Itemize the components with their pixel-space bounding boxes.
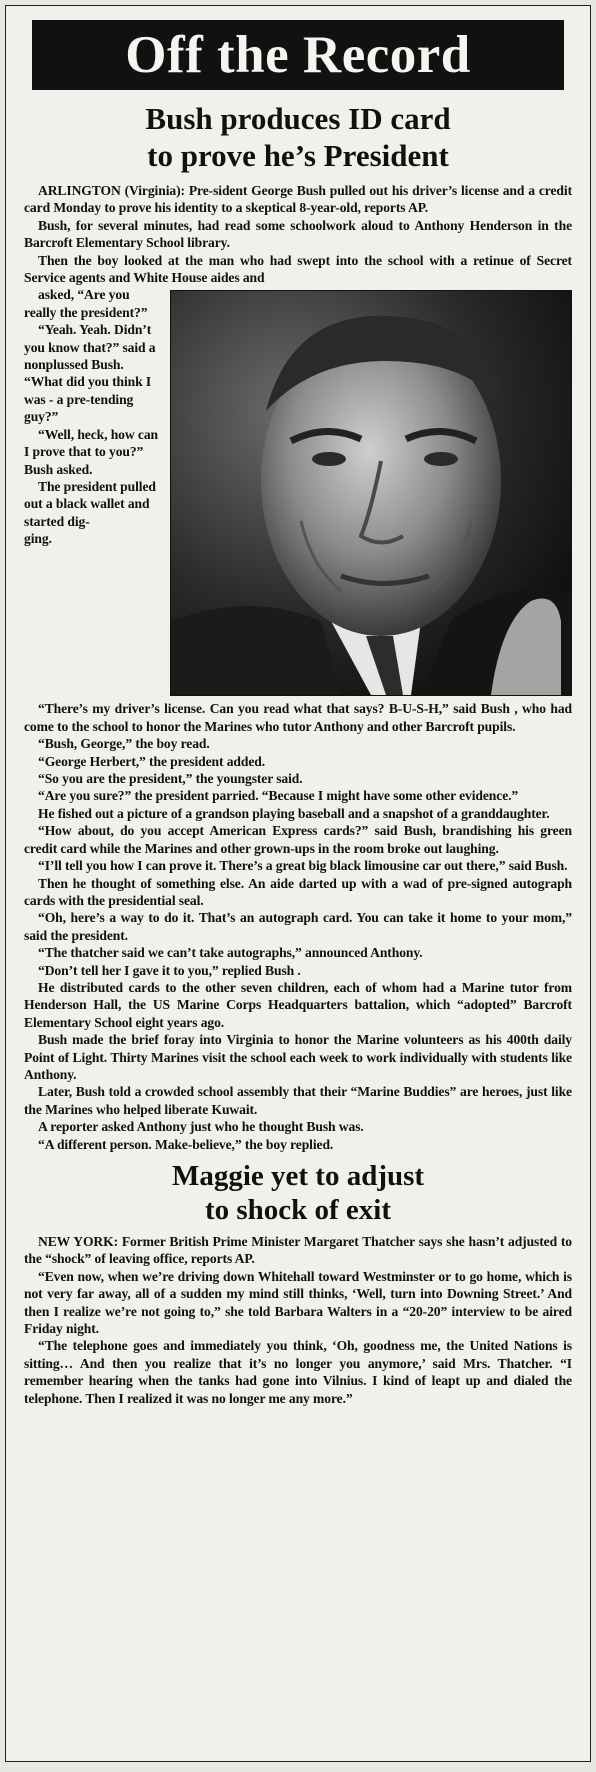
story2-headline (24, 1159, 572, 1227)
story1-paragraph: “Are you sure?” the president parried. “Because I might have some other evidence.” (38, 788, 519, 804)
story1-paragraph: Then he thought of something else. An aide darted up with a wad of pre-signed autograph cards with the presidential seal. (24, 875, 572, 908)
story1-paragraph: He distributed cards to the other seven children, each of whom had a Marine tutor from Henderson Hall, the US Marine Corps Headquarters battalion, which “adopted” Barcroft Elementary School eight years ago. (24, 979, 572, 1030)
story1-headline-line2: to prove he’s President (147, 138, 449, 173)
story1-paragraph: A reporter asked Anthony just who he thought Bush was. (38, 1119, 364, 1135)
story2-body (24, 1233, 572, 1407)
story1-paragraph: ging. (24, 531, 52, 547)
story1-headline (24, 100, 572, 174)
story1-paragraph: “A different person. Make-believe,” the boy replied. (38, 1136, 334, 1152)
section-banner: Off the Record (32, 20, 564, 90)
story1-paragraph: asked, “Are you really the president?” (24, 287, 148, 320)
story1-paragraph: “The thatcher said we can’t take autographs,” announced Anthony. (38, 945, 423, 961)
story1-paragraph: “I’ll tell you how I can prove it. There’s a great big black limousine car out there,” said Bush. (38, 858, 568, 874)
portrait-photo-image (171, 291, 571, 695)
story1-headline-line1: Bush produces ID card (145, 101, 451, 136)
story1-paragraph: “Yeah. Yeah. Didn’t you know that?” said a nonplussed Bush. “What did you think I was - a pre-tending guy?” (24, 322, 156, 425)
story1-paragraph: The president pulled out a black wallet and started dig- (24, 478, 156, 529)
story1-dateline: ARLINGTON (Virginia): (38, 183, 185, 198)
story1-paragraph: Bush made the brief foray into Virginia to honor the Marine volunteers as his 400th daily Point of Light. Thirty Marines visit the school each week to work individually with students like Anthony. (24, 1032, 572, 1082)
story1-paragraph: “There’s my driver’s license. Can you read what that says? B-U-S-H,” said Bush , who had come to the school to honor the Marines who tutor Anthony and other Barcroft pupils. (24, 701, 572, 734)
story1-paragraph: “George Herbert,” the president added. (38, 753, 266, 769)
story2-dateline: NEW YORK: (38, 1234, 119, 1249)
story1-paragraph: He fished out a picture of a grandson playing baseball and a snapshot of a granddaughter. (38, 805, 550, 821)
story1-paragraph: ARLINGTON (Virginia): Pre-sident George Bush pulled out his driver’s license and a credit card Monday to prove his identity to a skeptical 8-year-old, reports AP. (24, 183, 572, 216)
newspaper-clipping (5, 5, 591, 1762)
story2-paragraph: “The telephone goes and immediately you think, ‘Oh, goodness me, the United Nations is sitting… And then you realize that it’s no longer you anymore,’ said Mrs. Thatcher. “I remember hearing when the tanks had gone into Vilnius. I kind of leapt up and dialed the telephone. Then I realized it was no longer me any more.” (24, 1338, 572, 1406)
story1-paragraph: Then the boy looked at the man who had swept into the school with a retinue of Secret Service agents and White House aides and (24, 252, 572, 286)
story1-body (24, 182, 572, 1153)
story1-paragraph: “Oh, here’s a way to do it. That’s an autograph card. You can take it home to your mom,” said the president. (24, 910, 572, 943)
story1-paragraph: “Bush, George,” the boy read. (38, 736, 210, 752)
story2-headline-line1: Maggie yet to adjust (171, 1160, 425, 1192)
story1-paragraph: “How about, do you accept American Express cards?” said Bush, brandishing his green credit card while the Marines and other grown-ups in the room broke out laughing. (24, 823, 572, 856)
story1-paragraph: “Well, heck, how can I prove that to you?” Bush asked. (24, 426, 158, 477)
story2-paragraph: “Even now, when we’re driving down Whitehall toward Westminster or to go home, which is not very far away, all of a sudden my mind still thinks, ‘Well, turn into Downing Street.’ And then I realize we’re not going to,” she told Barbara Walters in a “20-20” interview to be aired Friday night. (24, 1268, 572, 1337)
story1-paragraph: “Don’t tell her I gave it to you,” replied Bush . (38, 962, 301, 978)
story1-paragraph: Bush, for several minutes, had read some schoolwork aloud to Anthony Henderson in the Barcroft Elementary School library. (24, 217, 572, 251)
bush-portrait-photo (170, 290, 572, 696)
story1-paragraph: Later, Bush told a crowded school assembly that their “Marine Buddies” are heroes, just like the Marines who helped liberate Kuwait. (24, 1084, 572, 1117)
story2-paragraph: NEW YORK: Former British Prime Minister Margaret Thatcher says she hasn’t adjusted to the “shock” of leaving office, reports AP. (24, 1234, 572, 1267)
story2-headline-line2: to shock of exit (204, 1194, 392, 1226)
story1-paragraph: “So you are the president,” the youngster said. (38, 771, 303, 787)
